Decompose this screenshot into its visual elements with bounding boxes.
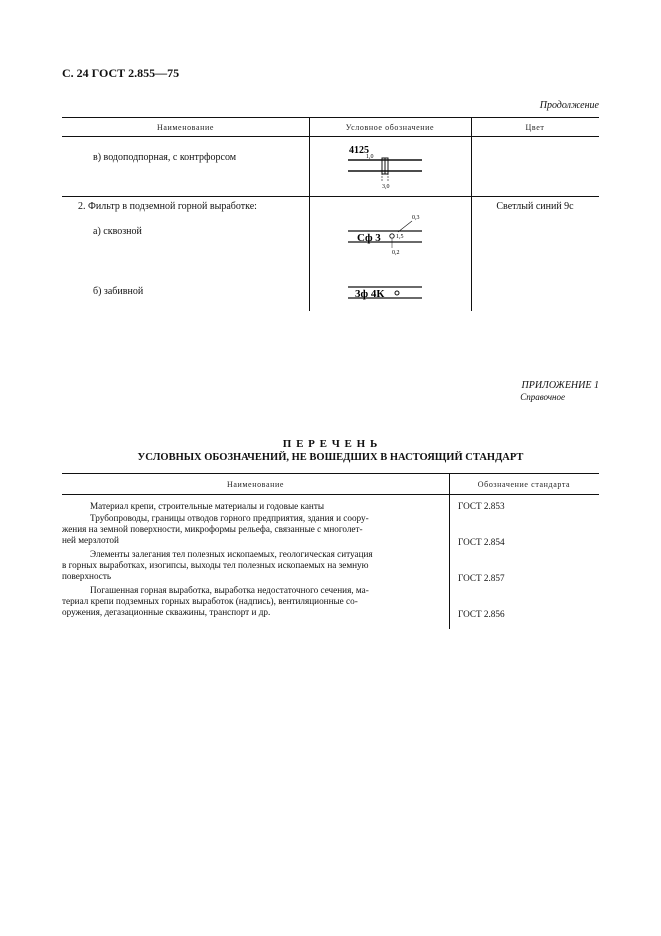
standard-ref: ГОСТ 2.856 [458,609,505,619]
table-row: Элементы залегания тел полезных ископаемых, геологическая ситуация в горных выработках, изогипсы, выходы тел полезных ископаемых на земную поверхность [62,549,373,581]
continuation-label: Продолжение [539,100,599,111]
page-header: С. 24 ГОСТ 2.855—75 [62,66,180,80]
standard-ref: ГОСТ 2.854 [458,537,505,547]
standard-ref: ГОСТ 2.853 [458,501,505,511]
table-row: Материал крепи, строительные материалы и годовые канты [90,501,325,511]
dam-buttress-symbol [340,140,440,192]
table1-top-border [62,117,599,118]
dam-symbol-dim-left: 1,0 [366,154,374,160]
table2-top-border [62,473,599,474]
table-row: Погашенная горная выработка, выработка недостаточного сечения, ма- териал крепи подземных горных выработок (надпись), вентиляционные со- оружения, дегазационные скважины, транспорт и др. [62,585,369,617]
list-subheading: УСЛОВНЫХ ОБОЗНАЧЕНИЙ, НЕ ВОШЕДШИХ В НАСТОЯЩИЙ СТАНДАРТ [137,452,524,463]
through-filter-dim-right: 1,5 [396,234,404,240]
through-filter-dim-bottom: 0,2 [392,250,400,256]
filter-color: Светлый синий 9с [496,201,574,212]
table2-header-standard: Обозначение стандарта [477,480,571,489]
table2-col-divider [449,473,450,629]
table1-header-name: Наименование [156,123,215,132]
table1-header-symbol: Условное обозначение [345,123,435,132]
appendix-title: ПРИЛОЖЕНИЕ 1 [521,380,599,391]
dam-symbol-dim-bottom: 3,0 [382,184,390,190]
appendix-subtitle: Справочное [520,392,565,402]
through-filter-symbol [340,208,440,260]
standard-ref: ГОСТ 2.857 [458,573,505,583]
through-filter-dim-top: 0,3 [412,215,420,221]
table-row: 2. Фильтр в подземной горной выработке: [78,201,257,212]
table-row: Трубопроводы, границы отводов горного предприятия, здания и соору- жения на земной поверхности, микроформы рельефа, связанные с многолет- ней мерзлотой [62,513,369,545]
driven-filter-symbol [340,282,440,304]
driven-filter-label: 3ф 4К [355,288,385,300]
table1-header-color: Цвет [525,123,545,132]
table1-col-divider-1 [309,117,310,311]
table2-header-name: Наименование [226,480,285,489]
through-filter-label: Сф 3 [357,232,381,244]
table1-header-border [62,136,599,137]
table-row: а) сквозной [93,226,142,237]
dam-symbol-top-label: 4125 [349,145,369,156]
table2-header-border [62,494,599,495]
table-row: в) водоподпорная, с контрфорсом [93,152,237,163]
list-heading: П Е Р Е Ч Е Н Ь [282,438,379,450]
table1-row-divider [62,196,599,197]
table-row: б) забивной [93,286,144,297]
table1-col-divider-2 [471,117,472,311]
